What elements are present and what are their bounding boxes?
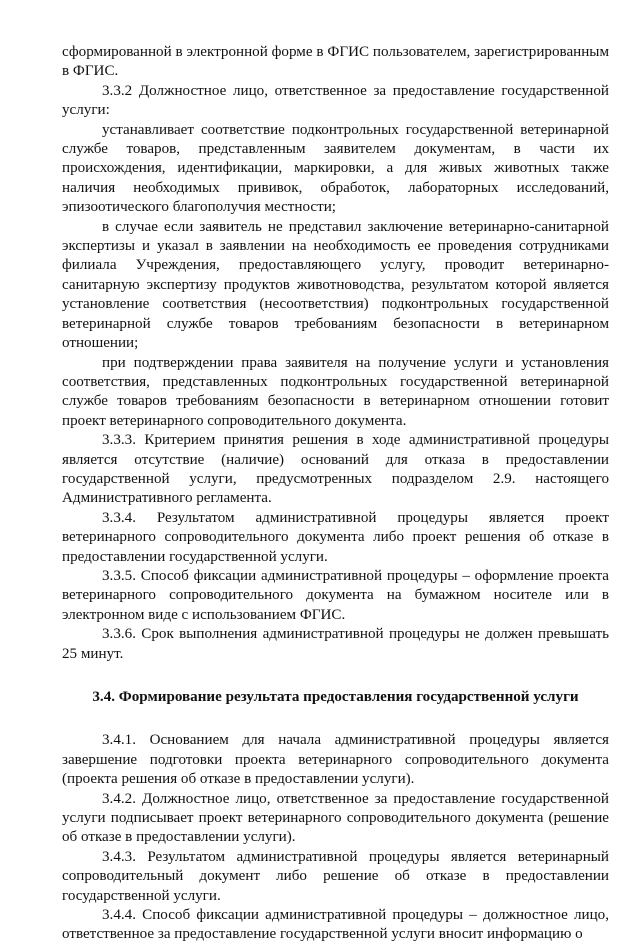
paragraph-3-3-2: 3.3.2 Должностное лицо, ответственное за предоставление государственной услуги:	[62, 82, 609, 119]
paragraph-expertise-case: в случае если заявитель не представил заключение ветеринарно-санитарной экспертизы и указал в заявлении на необходимость ее проведения сотрудниками филиала Учреждения, предоставляющего услугу, проводит ветеринарно-санитарную экспертизу продуктов животноводства, результатом которой является установление соответствия (несоответствия) подконтрольных государственной ветеринарной службе товаров требованиям безопасности в ветеринарном отношении;	[62, 218, 609, 352]
paragraph-3-3-5: 3.3.5. Способ фиксации административной процедуры – оформление проекта ветеринарного сопроводительного документа на бумажном носителе или в электронном виде с использованием ФГИС.	[62, 567, 609, 623]
paragraph-3-3-3: 3.3.3. Критерием принятия решения в ходе административной процедуры является отсутствие (наличие) оснований для отказа в предоставлении государственной услуги, предусмотренных подразделом 2.9. настоящего Административного регламента.	[62, 432, 609, 507]
paragraph-3-4-3: 3.4.3. Результатом административной процедуры является ветеринарный сопроводительный документ либо решение об отказе в предоставлении государственной услуги.	[62, 848, 609, 904]
paragraph-3-3-4: 3.3.4. Результатом административной процедуры является проект ветеринарного сопроводительного документа либо проект решения об отказе в предоставлении государственной услуги.	[62, 509, 609, 565]
paragraph-establishes-conformity: устанавливает соответствие подконтрольных государственной ветеринарной службе товаров, представленным заявителем документам, в части их происхождения, идентификации, маркировки, а для живых животных также наличия необходимых прививок, обработок, лабораторных исследований, эпизоотического благополучия местности;	[62, 121, 609, 216]
paragraph-3-3-6: 3.3.6. Срок выполнения административной процедуры не должен превышать 25 минут.	[62, 626, 609, 662]
paragraph-confirmation: при подтверждении права заявителя на получение услуги и установления соответствия, представленных подконтрольных государственной ветеринарной службе товаров требованиям безопасности в ветеринарном отношении готовит проект ветеринарного сопроводительного документа.	[62, 354, 609, 429]
paragraph-3-4-4: 3.4.4. Способ фиксации административной процедуры – должностное лицо, ответственное за предоставление государственной услуги вносит информацию о	[62, 907, 609, 943]
paragraph-3-4-1: 3.4.1. Основанием для начала административной процедуры является завершение подготовки проекта ветеринарного сопроводительного документа (проекта решения об отказе в предоставлении услуги).	[62, 732, 609, 788]
paragraph-3-4-2: 3.4.2. Должностное лицо, ответственное за предоставление государственной услуги подписывает проект ветеринарного сопроводительного документа (решение об отказе в предоставлении услуги).	[62, 790, 609, 846]
section-heading-3-4: 3.4. Формирование результата предоставления государственной услуги	[92, 689, 579, 705]
paragraph-continuation: сформированной в электронной форме в ФГИС пользователем, зарегистрированным в ФГИС.	[62, 44, 609, 80]
